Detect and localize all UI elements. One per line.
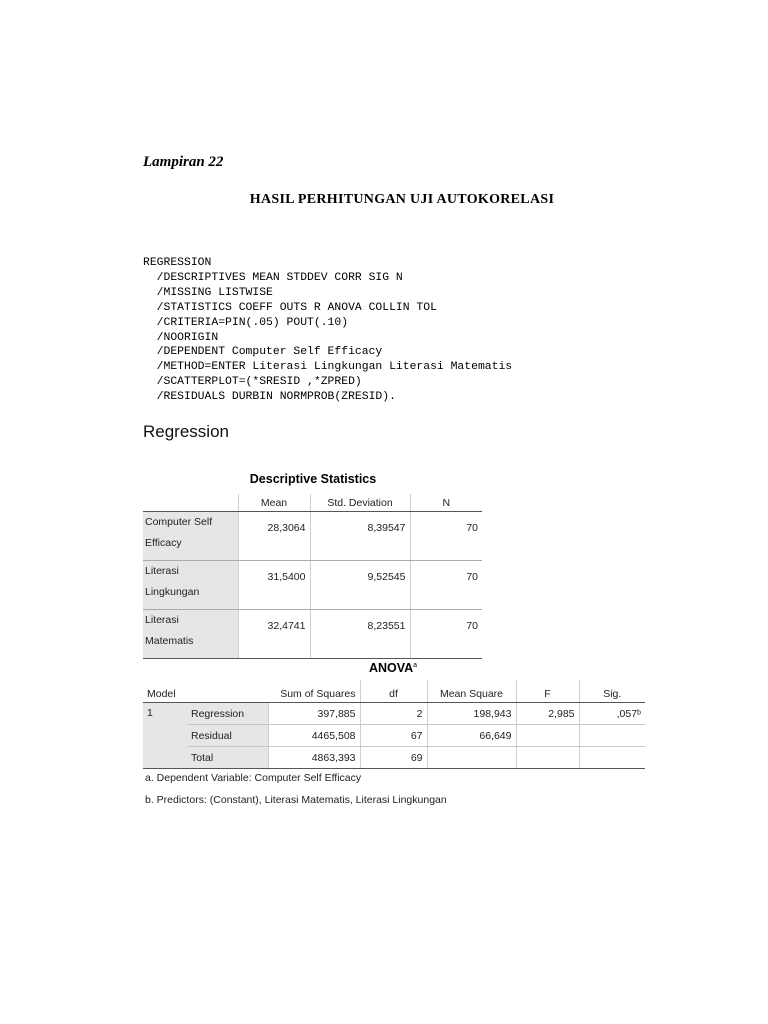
- df-cell: 2: [360, 703, 427, 725]
- source-cell: Total: [187, 747, 268, 769]
- mean-cell: 32,4741: [238, 610, 310, 659]
- ss-cell: 397,885: [268, 703, 360, 725]
- row-label: [143, 512, 238, 561]
- table-row: [143, 703, 645, 725]
- ss-cell: 4465,508: [268, 725, 360, 747]
- mean-cell: 28,3064: [238, 512, 310, 561]
- col-header-mean-square: Mean Square: [427, 680, 516, 703]
- row-label-line: Literasi: [145, 565, 179, 577]
- col-header-df: df: [360, 680, 427, 703]
- f-cell: 2,985: [516, 703, 579, 725]
- f-cell: [516, 725, 579, 747]
- row-label-line: Literasi: [145, 614, 179, 626]
- source-cell: Regression: [187, 703, 268, 725]
- anova-title-footnote-marker: a: [413, 661, 418, 669]
- descriptive-title: Descriptive Statistics: [249, 472, 377, 486]
- col-header-sum-of-squares: Sum of Squares: [268, 680, 360, 703]
- sd-cell: 8,23551: [310, 610, 410, 659]
- mean-cell: 31,5400: [238, 561, 310, 610]
- footnote-predictors: b. Predictors: (Constant), Literasi Matematis, Literasi Lingkungan: [145, 794, 447, 806]
- col-header-std-deviation: Std. Deviation: [310, 494, 410, 512]
- table-row: [143, 725, 645, 747]
- row-label-line: Efficacy: [145, 537, 182, 549]
- sd-cell: 8,39547: [310, 512, 410, 561]
- f-cell: [516, 747, 579, 769]
- col-header-sig: Sig.: [579, 680, 645, 703]
- regression-syntax: REGRESSION /DESCRIPTIVES MEAN STDDEV CORR SIG N /MISSING LISTWISE /STATISTICS COEFF OUTS R ANOVA COLLIN TOL /CRITERIA=PIN(.05) POUT(.10) /NOORIGIN /DEPENDENT Computer Self Efficacy /METHOD=ENTER Literasi Lingkungan Literasi Matematis /SCATTERPLOT=(*SRESID ,*ZPRED) /RESIDUALS DURBIN NORMPROB(ZRESID).: [143, 257, 513, 404]
- col-header-mean: Mean: [238, 494, 310, 512]
- descriptive-statistics-table: [143, 494, 482, 659]
- ss-cell: 4863,393: [268, 747, 360, 769]
- row-label-line: Computer Self: [145, 516, 213, 528]
- footnote-dependent-variable: a. Dependent Variable: Computer Self Efficacy: [145, 772, 362, 784]
- table-row: [143, 747, 645, 769]
- section-heading: Regression: [143, 422, 229, 441]
- n-cell: 70: [410, 561, 482, 610]
- anova-title-text: ANOVA: [368, 661, 414, 675]
- table-row: [143, 561, 482, 610]
- col-header-f: F: [516, 680, 579, 703]
- page-title: HASIL PERHITUNGAN UJI AUTOKORELASI: [249, 192, 555, 207]
- sig-cell: [579, 747, 645, 769]
- anova-title: [343, 661, 443, 675]
- df-cell: 67: [360, 725, 427, 747]
- sd-cell: 9,52545: [310, 561, 410, 610]
- source-cell: Residual: [187, 725, 268, 747]
- sig-cell: [579, 725, 645, 747]
- col-header-model: Model: [143, 680, 268, 703]
- table-header-row: [143, 494, 482, 512]
- ms-cell: [427, 747, 516, 769]
- corner-cell: [143, 494, 238, 512]
- col-header-n: N: [410, 494, 482, 512]
- row-label: [143, 561, 238, 610]
- n-cell: 70: [410, 610, 482, 659]
- n-cell: 70: [410, 512, 482, 561]
- ms-cell: 198,943: [427, 703, 516, 725]
- row-label-line: Matematis: [145, 635, 194, 647]
- sig-cell: ,057ᵇ: [579, 703, 645, 725]
- table-row: [143, 610, 482, 659]
- table-row: [143, 512, 482, 561]
- table-header-row: [143, 680, 645, 703]
- df-cell: 69: [360, 747, 427, 769]
- row-label-line: Lingkungan: [145, 586, 200, 598]
- anova-table: [143, 680, 645, 769]
- row-label: [143, 610, 238, 659]
- appendix-label: Lampiran 22: [143, 154, 224, 170]
- model-number-cell: 1: [143, 703, 187, 769]
- ms-cell: 66,649: [427, 725, 516, 747]
